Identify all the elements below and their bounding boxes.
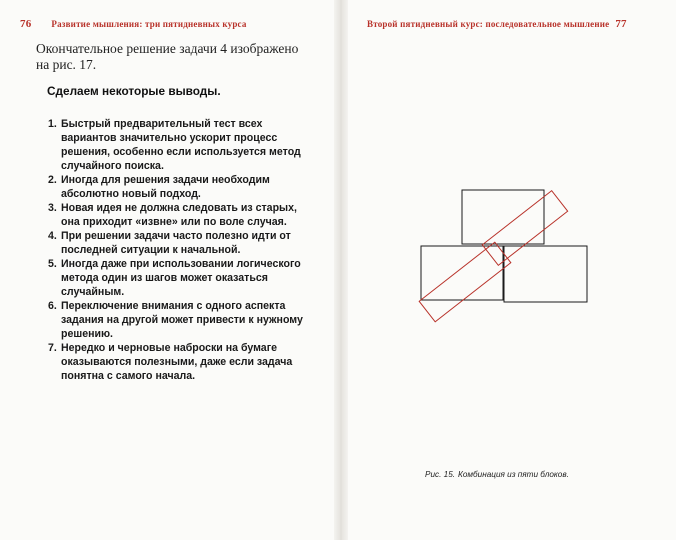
block-tilted-top [482, 191, 567, 266]
figure-caption-number: Рис. 15. [425, 470, 456, 479]
figure-caption [425, 470, 569, 479]
list-item [48, 257, 314, 299]
list-item [48, 299, 314, 341]
left-page-header [20, 18, 247, 32]
list-item-number: 1. [48, 118, 57, 130]
right-page-header [367, 18, 627, 32]
list-item-number: 4. [48, 230, 57, 242]
block-tilted-bottom [419, 242, 511, 322]
list-item-number: 6. [48, 300, 57, 312]
block-bottom-right [504, 246, 587, 302]
block-bottom-left [421, 246, 503, 300]
list-item-text: Переключение внимания с одного аспекта задания на другой может привести к нужному решению. [61, 300, 303, 340]
left-running-title: Развитие мышления: три пятидневных курса [51, 19, 247, 29]
conclusions-heading: Сделаем некоторые выводы. [47, 84, 221, 98]
right-running-title: Второй пятидневный курс: последовательное мышление [367, 19, 610, 29]
list-item-number: 5. [48, 258, 57, 270]
list-item-text: Быстрый предварительный тест всех вариантов значительно ускорит процесс решения, особенно если используется метод случайного поиска. [61, 118, 301, 172]
list-item [48, 117, 314, 173]
blocks-figure [400, 170, 600, 340]
left-page-number: 76 [20, 18, 32, 30]
intro-paragraph: Окончательное решение задачи 4 изображено на рис. 17. [36, 41, 299, 72]
list-item-text: Иногда для решения задачи необходим абсолютно новый подход. [61, 174, 270, 200]
right-page-number: 77 [615, 18, 627, 30]
list-item [48, 229, 314, 257]
list-item-text: Нередко и черновые наброски на бумаге оказываются полезными, даже если задача понятна с самого начала. [61, 342, 293, 382]
list-item [48, 341, 314, 383]
page-gutter [334, 0, 348, 540]
list-item-number: 7. [48, 342, 57, 354]
list-item-number: 2. [48, 174, 57, 186]
list-item-text: Иногда даже при использовании логического метода один из шагов может оказаться случайным. [61, 258, 301, 298]
list-item-text: Новая идея не должна следовать из старых, она приходит «извне» или по воле случая. [61, 202, 297, 228]
list-item-text: При решении задачи часто полезно идти от последней ситуации к начальной. [61, 230, 291, 256]
list-item [48, 173, 314, 201]
figure-caption-text: Комбинация из пяти блоков. [458, 470, 569, 479]
list-item [48, 201, 314, 229]
block-top [462, 190, 544, 244]
conclusions-list [48, 117, 314, 383]
list-item-number: 3. [48, 202, 57, 214]
